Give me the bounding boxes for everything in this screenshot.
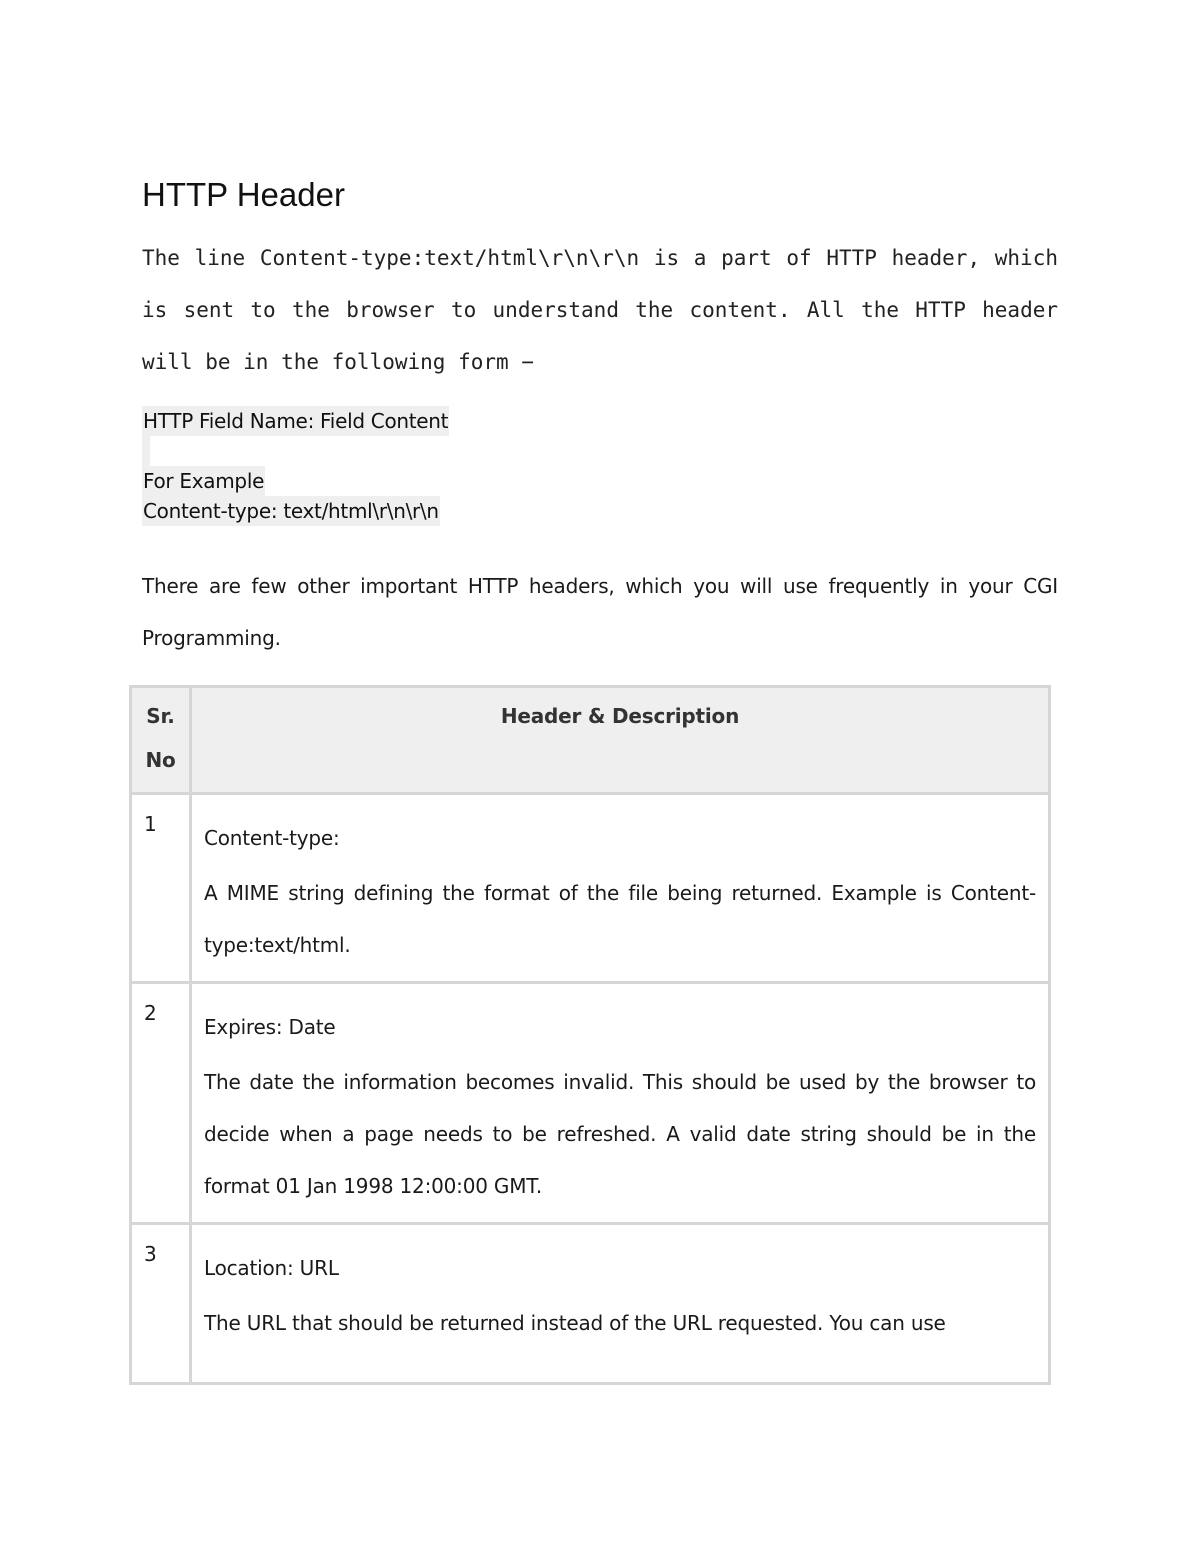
code-line-field-format: HTTP Field Name: Field Content [142,406,449,436]
table-row [131,983,1050,1224]
header-name: Location: URL [204,1256,339,1280]
header-name: Content-type: [204,826,340,850]
page-title: HTTP Header [142,176,345,213]
code-block [142,406,449,526]
headers-intro-paragraph: There are few other important HTTP headers, which you will use frequently in your CGI Programming. [142,574,1058,650]
table-row [131,1224,1050,1384]
row-sr-number: 1 [131,794,191,983]
http-headers-table [129,685,1051,1385]
intro-paragraph: The line Content-type:text/html\r\n\r\n is a part of HTTP header, which is sent to the browser to understand the content. All the HTTP header will be in the following form − [142,246,1058,374]
column-header-sr-no: Sr. No [131,687,191,794]
header-description: The date the information becomes invalid. This should be used by the browser to decide when a page needs to be refreshed. A valid date string should be in the format 01 Jan 1998 12:00:00 GMT. [204,1070,1036,1198]
row-description-cell [191,983,1050,1224]
header-name: Expires: Date [204,1015,336,1039]
column-header-description: Header & Description [191,687,1050,794]
row-description-cell [191,1224,1050,1384]
code-line-content-type: Content-type: text/html\r\n\r\n [142,496,440,526]
row-sr-number: 2 [131,983,191,1224]
table-header-row [131,687,1050,794]
header-description: The URL that should be returned instead of the URL requested. You can use [204,1311,946,1335]
row-description-cell [191,794,1050,983]
row-sr-number: 3 [131,1224,191,1384]
code-line-blank [142,436,150,466]
header-description: A MIME string defining the format of the file being returned. Example is Content-type:text/html. [204,881,1036,957]
table-row [131,794,1050,983]
code-line-for-example: For Example [142,466,265,496]
